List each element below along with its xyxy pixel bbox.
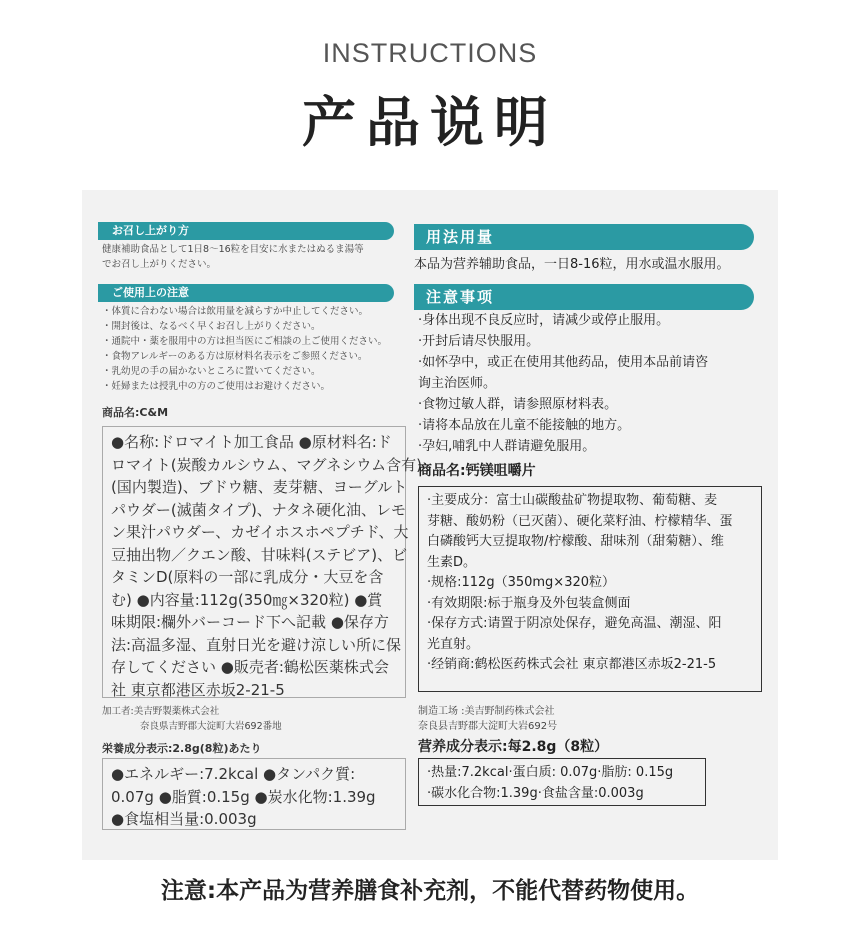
jp-info-line: 存してください ●販売者:鶴松医薬株式会 xyxy=(111,658,389,676)
jp-usage-line: 健康補助食品として1日8〜16粒を目安に水またはぬるま湯等 xyxy=(102,244,364,255)
jp-info-line: 味期限:欄外バーコード下へ記載 ●保存方 xyxy=(111,613,389,631)
cn-info-line: 光直射。 xyxy=(427,636,480,652)
jp-maker-info xyxy=(102,704,282,734)
jp-info-line: む) ●内容量:112g(350㎎×320粒) ●賞 xyxy=(111,590,383,609)
jp-info-line: 法:高温多湿、直射日光を避け涼しい所に保 xyxy=(111,635,402,654)
cn-nutrition-label: 营养成分表示:每2.8g（8粒） xyxy=(418,739,609,755)
jp-nutrition-label: 栄養成分表示:2.8g(8粒)あたり xyxy=(102,742,262,755)
cn-caution-item: 询主治医师。 xyxy=(418,376,497,391)
cn-info-line: ·有效期限:标于瓶身及外包装盒侧面 xyxy=(427,595,631,611)
title-chinese: 产品说明 xyxy=(302,91,558,154)
cn-caution-item: ·食物过敏人群，请参照原材料表。 xyxy=(418,397,618,412)
cn-maker-line: 制造工场 :美吉野制药株式会社 xyxy=(418,706,555,717)
jp-usage-line: でお召し上がりください。 xyxy=(102,259,217,270)
jp-caution-item: ・妊婦または授乳中の方のご使用はお避けください。 xyxy=(102,381,331,392)
jp-caution-item: ・通院中・薬を服用中の方は担当医にご相談の上ご使用ください。 xyxy=(102,336,388,347)
jp-info-line: 社 東京都港区赤坂2-21-5 xyxy=(111,680,285,699)
jp-maker-line: 奈良県吉野郡大淀町大岩692番地 xyxy=(102,721,282,732)
jp-caution-header: ご使用上の注意 xyxy=(98,284,394,302)
cn-caution-list xyxy=(418,310,708,457)
cn-caution-header: 注意事项 xyxy=(414,284,754,310)
jp-nutrition-box xyxy=(102,758,406,830)
cn-nutrition-box xyxy=(418,758,706,806)
jp-nutrition-line: ●エネルギー:7.2kcal ●タンパク質: xyxy=(111,765,356,783)
jp-usage-text xyxy=(102,242,364,272)
jp-caution-item: ・開封後は、なるべく早くお召し上がりください。 xyxy=(102,321,321,332)
cn-info-box xyxy=(418,486,762,692)
jp-info-line: ン果汁パウダー、カゼイホスホペプチド、大 xyxy=(111,523,409,541)
jp-caution-list xyxy=(102,304,387,394)
cn-info-line: ·主要成分：富士山碳酸盐矿物提取物、葡萄糖、麦 xyxy=(427,493,718,508)
cn-info-line: ·经销商:鹤松医药株式会社 東京都港区赤坂2-21-5 xyxy=(427,657,717,672)
jp-info-line: パウダー(滅菌タイプ)、ナタネ硬化油、レモ xyxy=(111,500,407,519)
cn-maker-line: 奈良县吉野郡大淀町大岩692号 xyxy=(418,721,558,732)
jp-usage-header: お召し上がり方 xyxy=(98,222,394,240)
cn-info-line: 芽糖、酸奶粉（已灭菌）、硬化菜籽油、柠檬精华、蛋 xyxy=(427,513,733,529)
jp-product-name: 商品名:C&M xyxy=(102,406,169,419)
cn-caution-item: ·请将本品放在儿童不能接触的地方。 xyxy=(418,418,631,433)
footer-note: 注意:本产品为营养膳食补充剂，不能代替药物使用。 xyxy=(160,878,700,904)
cn-info-line: 白磷酸钙大豆提取物/柠檬酸、甜味剂（甜菊糖）、维 xyxy=(427,534,724,549)
cn-usage-line: 本品为营养辅助食品，一日8-16粒，用水或温水服用。 xyxy=(414,257,730,272)
jp-nutrition-line: 0.07g ●脂質:0.15g ●炭水化物:1.39g xyxy=(111,787,376,806)
cn-info-line: ·保存方式:请置于阴凉处保存，避免高温、潮湿、阳 xyxy=(427,616,722,631)
cn-caution-item: ·孕妇,哺乳中人群请避免服用。 xyxy=(418,439,596,454)
cn-caution-item: ·开封后请尽快服用。 xyxy=(418,334,540,349)
jp-info-line: (国内製造)、ブドウ糖、麦芽糖、ヨーグルト xyxy=(111,478,408,496)
jp-caution-item: ・食物アレルギーのある方は原材料名表示をご参照ください。 xyxy=(102,351,368,362)
jp-info-line: ●名称:ドロマイト加工食品 ●原材料名:ド xyxy=(111,433,392,451)
jp-maker-line: 加工者:美吉野製薬株式会社 xyxy=(102,706,220,717)
jp-info-box xyxy=(102,426,423,699)
jp-info-line: 豆抽出物／クエン酸、甘味料(ステビア)、ビ xyxy=(111,545,408,564)
jp-info-line: ロマイト(炭酸カルシウム、マグネシウム含有) xyxy=(111,455,423,474)
title-english: INSTRUCTIONS xyxy=(322,38,538,68)
cn-product-name: 商品名:钙镁咀嚼片 xyxy=(418,463,536,479)
jp-caution-item: ・乳幼児の手の届かないところに置いてください。 xyxy=(102,366,321,377)
cn-info-line: 生素D。 xyxy=(427,554,477,570)
cn-nutrition-line: ·碳水化合物:1.39g·食盐含量:0.003g xyxy=(427,785,644,801)
cn-usage-text xyxy=(414,254,730,275)
jp-info-line: タミンD(原料の一部に乳成分・大豆を含 xyxy=(111,568,384,586)
cn-nutrition-line: ·热量:7.2kcal·蛋白质: 0.07g·脂肪: 0.15g xyxy=(427,765,674,780)
jp-nutrition-line: ●食塩相当量:0.003g xyxy=(111,810,257,828)
cn-caution-item: ·如怀孕中，或正在使用其他药品，使用本品前请咨 xyxy=(418,355,709,370)
cn-maker-info xyxy=(418,704,557,734)
instructions-panel xyxy=(82,190,778,860)
cn-usage-header: 用法用量 xyxy=(414,224,754,250)
cn-caution-item: ·身体出现不良反应时，请减少或停止服用。 xyxy=(418,313,670,328)
cn-info-line: ·规格:112g（350mg×320粒） xyxy=(427,575,616,590)
jp-caution-item: ・体質に合わない場合は飲用量を減らすか中止してください。 xyxy=(102,306,369,317)
